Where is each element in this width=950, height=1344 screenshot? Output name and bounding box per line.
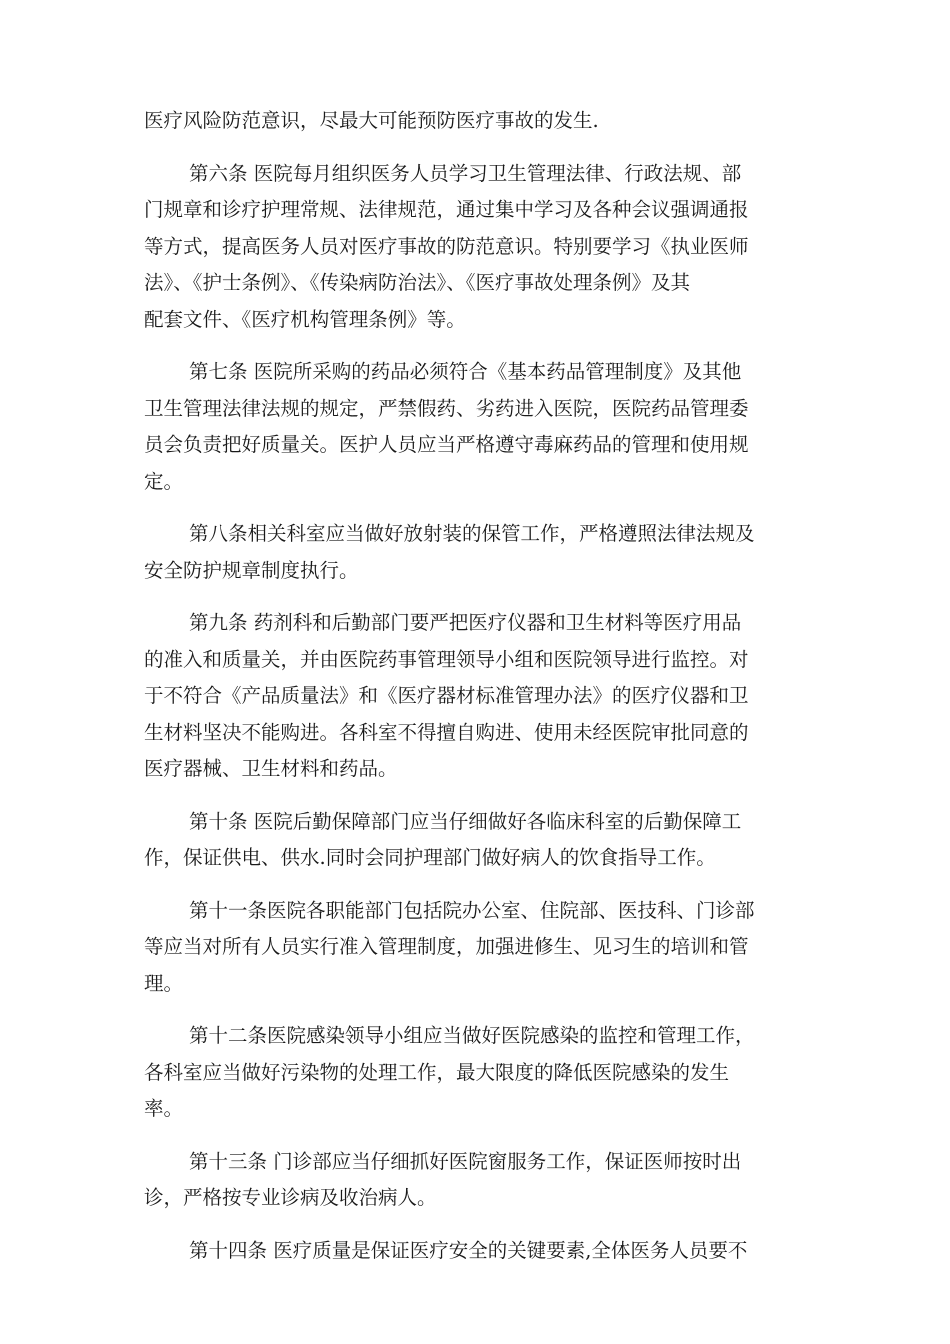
paragraph-article-13 [144, 1144, 808, 1217]
text-line: 医疗器械、卫生材料和药品。 [144, 757, 398, 780]
text-line: 第十一条医院各职能部门包括院办公室、住院部、医技科、门诊部 [189, 898, 755, 922]
paragraph-article-6 [144, 156, 808, 339]
text-line: 等方式，提高医务人员对医疗事故的防范意识。特别要学习《执业医师 [144, 234, 749, 258]
text-line: 第六条 医院每月组织医务人员学习卫生管理法律、行政法规、部 [189, 161, 742, 185]
text-line: 安全防护规章制度执行。 [144, 558, 359, 582]
text-line: 诊，严格按专业诊病及收治病人。 [144, 1186, 437, 1209]
text-line: 卫生管理法律法规的规定，严禁假药、劣药进入医院，医院药品管理委 [144, 396, 749, 420]
text-line: 各科室应当做好污染物的处理工作，最大限度的降低医院感染的发生 [144, 1060, 730, 1084]
text-line: 配套文件、《医疗机构管理条例》等。 [144, 307, 466, 331]
paragraph-article-10 [144, 804, 808, 877]
text-line: 第十条 医院后勤保障部门应当仔细做好各临床科室的后勤保障工 [189, 809, 742, 833]
paragraph-article-14 [144, 1233, 808, 1270]
text-line: 等应当对所有人员实行准入管理制度，加强进修生、见习生的培训和管 [144, 935, 749, 958]
text-line: 第九条 药剂科和后勤部门要严把医疗仪器和卫生材料等医疗用品 [189, 611, 742, 634]
text-line: 理。 [144, 971, 184, 995]
paragraph-continuation [144, 103, 808, 140]
text-line: 第十四条 医疗质量是保证医疗安全的关键要素,全体医务人员要不 [189, 1238, 748, 1262]
text-line: 定。 [144, 469, 184, 493]
text-line: 员会负责把好质量关。医护人员应当严格遵守毒麻药品的管理和使用规 [144, 433, 749, 456]
text-line: 率。 [144, 1097, 184, 1120]
text-line: 第八条相关科室应当做好放射装的保管工作，严格遵照法律法规及 [189, 522, 755, 545]
text-line: 作，保证供电、供水.同时会同护理部门做好病人的饮食指导工作。 [144, 846, 716, 869]
text-line: 生材料坚决不能购进。各科室不得擅自购进、使用未经医院审批同意的 [144, 720, 749, 744]
text-line: 法》、《护士条例》、《传染病防治法》、《医疗事故处理条例》及其 [144, 271, 691, 294]
text-line: 的准入和质量关，并由医院药事管理领导小组和医院领导进行监控。对 [144, 647, 749, 671]
text-line: 医疗风险防范意识，尽最大可能预防医疗事故的发生. [144, 109, 599, 132]
document-page [144, 103, 808, 1285]
paragraph-article-7 [144, 354, 808, 500]
text-line: 第七条 医院所采购的药品必须符合《基本药品管理制度》及其他 [189, 360, 742, 383]
text-line: 门规章和诊疗护理常规、法律规范，通过集中学习及各种会议强调通报 [144, 198, 749, 221]
text-line: 第十三条 门诊部应当仔细抓好医院窗服务工作，保证医师按时出 [189, 1149, 742, 1173]
paragraph-article-11 [144, 893, 808, 1003]
paragraph-article-12 [144, 1018, 808, 1128]
paragraph-article-8 [144, 516, 808, 589]
text-line: 第十二条医院感染领导小组应当做好医院感染的监控和管理工作， [189, 1024, 755, 1047]
paragraph-article-9 [144, 605, 808, 788]
text-line: 于不符合《产品质量法》和《医疗器材标准管理办法》的医疗仪器和卫 [144, 684, 749, 707]
